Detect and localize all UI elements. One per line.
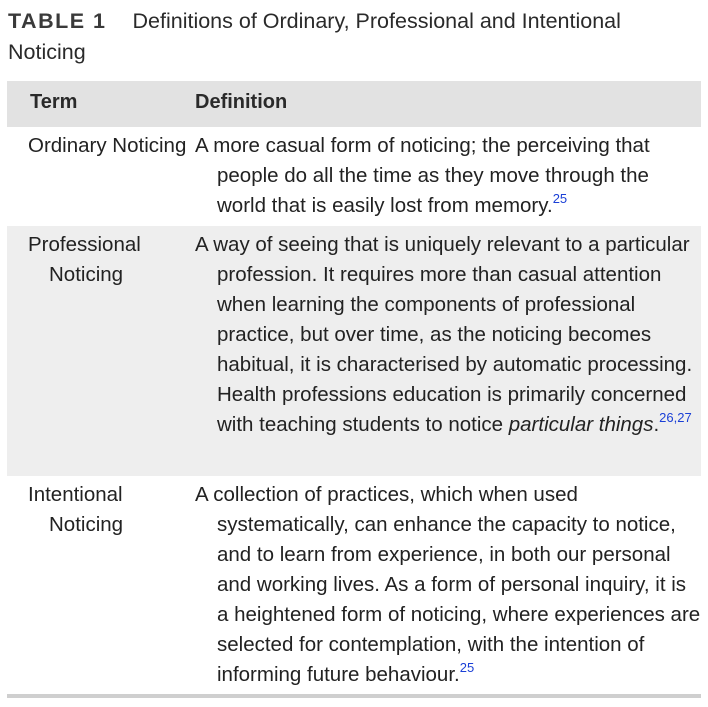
- table-title: Definitions of Ordinary, Professional and Intentional Noticing: [8, 9, 621, 64]
- table-row-ordinary: [7, 127, 701, 226]
- table-label: TABLE 1: [8, 9, 107, 33]
- term-cell: Professional Noticing: [28, 233, 141, 286]
- definition-cell: [195, 230, 701, 440]
- definition-text: A collection of practices, which when used systematically, can enhance the capacity to notice, and to learn from experience, in both our personal and working lives. As a form of personal inquiry, it is a heightened form of noticing, where experiences are selected for contemplation, with the intention of informing future behaviour.: [195, 483, 701, 686]
- table-row-intentional: [7, 476, 701, 694]
- definitions-table: [7, 81, 701, 698]
- definition-cell: [195, 131, 701, 221]
- definition-emphasis: particular things: [508, 413, 654, 436]
- definition-text: A way of seeing that is uniquely relevant to a particular profession. It requires more than casual attention when learning the components of professional practice, but over time, as the noticing becomes habitual, it is characterised by automatic processing. Health professions education is primarily concerned with teaching students to notice: [195, 233, 693, 436]
- table-bottom-rule: [7, 694, 701, 698]
- definition-tail: .: [653, 413, 660, 436]
- definition-cell: [195, 480, 701, 690]
- reference-link[interactable]: 25: [552, 191, 568, 206]
- term-cell: Intentional Noticing: [28, 483, 124, 536]
- reference-link[interactable]: 25: [459, 660, 475, 675]
- definition-text: A more casual form of noticing; the perceiving that people do all the time as they move through the world that is easily lost from memory.: [195, 134, 650, 217]
- reference-link[interactable]: 26,27: [659, 410, 692, 425]
- header-term: Term: [30, 91, 78, 113]
- term-cell: Ordinary Noticing: [28, 134, 187, 157]
- table-header-row: [7, 81, 701, 127]
- table-caption: [8, 6, 698, 68]
- header-definition: Definition: [195, 91, 288, 113]
- table-row-professional: [7, 226, 701, 476]
